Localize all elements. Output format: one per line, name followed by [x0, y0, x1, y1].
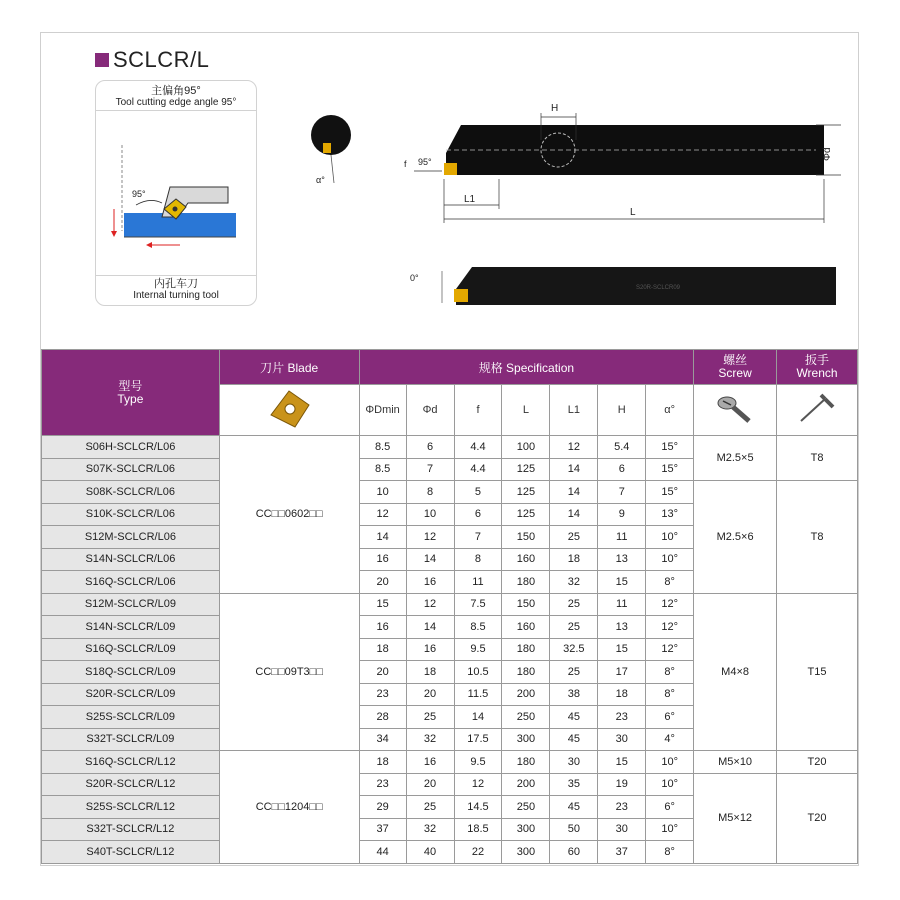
f-cell: 6 — [454, 503, 502, 526]
col-alpha: α° — [646, 385, 694, 436]
angle-card-header — [96, 85, 256, 108]
type-cell: S16Q-SCLCR/L09 — [42, 638, 220, 661]
l-cell: 300 — [502, 818, 550, 841]
type-cell: S16Q-SCLCR/L06 — [42, 571, 220, 594]
d-cell: 7 — [406, 458, 454, 481]
h-cell: 9 — [598, 503, 646, 526]
col-dmin: ΦDmin — [359, 385, 406, 436]
dmin-cell: 16 — [359, 616, 406, 639]
alpha-cell: 6° — [646, 706, 694, 729]
blade-image-cell — [219, 385, 359, 436]
d-cell: 25 — [406, 796, 454, 819]
f-cell: 18.5 — [454, 818, 502, 841]
angle-arc — [136, 200, 162, 205]
col-l1: L1 — [550, 385, 598, 436]
dmin-cell: 20 — [359, 571, 406, 594]
zero-angle-label: 0° — [410, 273, 419, 283]
d-cell: 16 — [406, 571, 454, 594]
l1-cell: 25 — [550, 593, 598, 616]
d-cell: 40 — [406, 841, 454, 864]
dmin-cell: 18 — [359, 638, 406, 661]
l-cell: 200 — [502, 773, 550, 796]
alpha-cell: 8° — [646, 571, 694, 594]
type-cell: S14N-SCLCR/L06 — [42, 548, 220, 571]
l1-cell: 14 — [550, 481, 598, 504]
screw-cell: M4×8 — [694, 593, 777, 751]
h-cell: 23 — [598, 796, 646, 819]
f-cell: 5 — [454, 481, 502, 504]
l1-cell: 18 — [550, 548, 598, 571]
type-cell: S10K-SCLCR/L06 — [42, 503, 220, 526]
type-cell: S16Q-SCLCR/L12 — [42, 751, 220, 774]
f-cell: 8 — [454, 548, 502, 571]
l-cell: 125 — [502, 481, 550, 504]
alpha-cell: 13° — [646, 503, 694, 526]
alpha-cell: 12° — [646, 638, 694, 661]
insert-blade-icon — [267, 389, 311, 429]
f-cell: 9.5 — [454, 751, 502, 774]
alpha-cell: 8° — [646, 683, 694, 706]
l1-cell: 32 — [550, 571, 598, 594]
f-cell: 10.5 — [454, 661, 502, 684]
type-cell: S08K-SCLCR/L06 — [42, 481, 220, 504]
tool-drawing — [296, 83, 833, 323]
angle95-label: 95° — [418, 157, 432, 167]
d-cell: 14 — [406, 616, 454, 639]
footer-cn: 内孔车刀 — [154, 278, 198, 290]
l-cell: 150 — [502, 526, 550, 549]
f-cell: 9.5 — [454, 638, 502, 661]
h-cell: 15 — [598, 638, 646, 661]
blade-header: 刀片 Blade — [219, 350, 359, 385]
d-cell: 12 — [406, 526, 454, 549]
angle-label: 95° — [132, 189, 146, 199]
type-cell: S18Q-SCLCR/L09 — [42, 661, 220, 684]
l1-cell: 25 — [550, 526, 598, 549]
type-header-cn: 型号 — [118, 378, 143, 393]
wrench-header-cn: 扳手 — [805, 353, 830, 367]
dmin-cell: 29 — [359, 796, 406, 819]
l1-cell: 25 — [550, 616, 598, 639]
dmin-cell: 44 — [359, 841, 406, 864]
spec-sheet — [40, 32, 859, 866]
screw-cell: M2.5×6 — [694, 481, 777, 594]
alpha-cell: 10° — [646, 548, 694, 571]
card-divider-bottom — [96, 275, 256, 276]
l-cell: 300 — [502, 841, 550, 864]
alpha-cell: 4° — [646, 728, 694, 751]
workpiece-bore — [124, 213, 236, 237]
f-label: f — [404, 159, 407, 169]
cutting-angle-card — [95, 80, 257, 306]
table-row — [42, 773, 858, 796]
blade-cell: CC□□0602□□ — [219, 436, 359, 594]
l1-cell: 45 — [550, 728, 598, 751]
alpha-line — [331, 155, 334, 183]
angle-title-cn: 主偏角95° — [151, 85, 201, 97]
type-cell: S07K-SCLCR/L06 — [42, 458, 220, 481]
screw-cell: M5×12 — [694, 773, 777, 863]
l-cell: 300 — [502, 728, 550, 751]
insert-screw-icon — [173, 207, 178, 212]
f-cell: 7 — [454, 526, 502, 549]
photo-insert-icon — [454, 289, 468, 302]
alpha-label: α° — [316, 175, 325, 185]
dmin-cell: 14 — [359, 526, 406, 549]
tool-engraving: S20R-SCLCR09 — [636, 285, 681, 291]
l-cell: 100 — [502, 436, 550, 459]
dmin-cell: 34 — [359, 728, 406, 751]
d-cell: 20 — [406, 773, 454, 796]
page-title: SCLCR/L — [113, 47, 210, 72]
dmin-cell: 12 — [359, 503, 406, 526]
table-row — [42, 593, 858, 616]
f-cell: 22 — [454, 841, 502, 864]
h-cell: 13 — [598, 616, 646, 639]
alpha-cell: 15° — [646, 436, 694, 459]
dmin-cell: 18 — [359, 751, 406, 774]
alpha-cell: 10° — [646, 773, 694, 796]
f-cell: 11.5 — [454, 683, 502, 706]
h-cell: 17 — [598, 661, 646, 684]
f-cell: 14.5 — [454, 796, 502, 819]
type-header-en: Type — [117, 391, 144, 406]
l1-cell: 45 — [550, 796, 598, 819]
h-cell: 23 — [598, 706, 646, 729]
d-cell: 14 — [406, 548, 454, 571]
feed-arrowhead-icon — [111, 231, 117, 237]
l-cell: 150 — [502, 593, 550, 616]
spec-table — [41, 349, 858, 864]
l1-cell: 30 — [550, 751, 598, 774]
d-cell: 18 — [406, 661, 454, 684]
screw-cell: M2.5×5 — [694, 436, 777, 481]
l1-cell: 50 — [550, 818, 598, 841]
h-cell: 15 — [598, 571, 646, 594]
dmin-cell: 8.5 — [359, 436, 406, 459]
card-divider-top — [96, 110, 256, 111]
title-block — [95, 47, 209, 73]
dmin-cell: 23 — [359, 773, 406, 796]
wrench-cell: T15 — [777, 593, 858, 751]
wrench-cell: T20 — [777, 773, 858, 863]
alpha-cell: 12° — [646, 616, 694, 639]
type-cell: S25S-SCLCR/L12 — [42, 796, 220, 819]
type-cell: S32T-SCLCR/L12 — [42, 818, 220, 841]
cutting-angle-illustration — [110, 141, 240, 253]
l1-cell: 25 — [550, 661, 598, 684]
l1-cell: 32.5 — [550, 638, 598, 661]
type-header — [42, 350, 220, 436]
alpha-cell: 15° — [646, 481, 694, 504]
alpha-cell: 10° — [646, 526, 694, 549]
dmin-cell: 23 — [359, 683, 406, 706]
l-cell: 200 — [502, 683, 550, 706]
d-cell: 16 — [406, 638, 454, 661]
l-cell: 180 — [502, 661, 550, 684]
dmin-cell: 16 — [359, 548, 406, 571]
col-d: Φd — [406, 385, 454, 436]
d-cell: 10 — [406, 503, 454, 526]
l-cell: 125 — [502, 503, 550, 526]
screw-header-en: Screw — [718, 366, 752, 380]
alpha-cell: 10° — [646, 751, 694, 774]
screw-cell: M5×10 — [694, 751, 777, 774]
type-cell: S20R-SCLCR/L09 — [42, 683, 220, 706]
d-cell: 32 — [406, 818, 454, 841]
travel-arrowhead-icon — [146, 242, 152, 248]
type-cell: S32T-SCLCR/L09 — [42, 728, 220, 751]
dmin-cell: 8.5 — [359, 458, 406, 481]
blade-cell: CC□□09T3□□ — [219, 593, 359, 751]
angle-card-footer — [96, 278, 256, 301]
l1-cell: 38 — [550, 683, 598, 706]
f-cell: 4.4 — [454, 458, 502, 481]
alpha-cell: 15° — [646, 458, 694, 481]
h-cell: 6 — [598, 458, 646, 481]
f-cell: 12 — [454, 773, 502, 796]
title-marker — [95, 53, 109, 67]
h-cell: 7 — [598, 481, 646, 504]
l1-cell: 60 — [550, 841, 598, 864]
d-cell: 16 — [406, 751, 454, 774]
col-l: L — [502, 385, 550, 436]
l-cell: 160 — [502, 548, 550, 571]
spec-header: 规格 Specification — [359, 350, 694, 385]
l-cell: 160 — [502, 616, 550, 639]
d-cell: 25 — [406, 706, 454, 729]
table-row — [42, 436, 858, 459]
l-cell: 125 — [502, 458, 550, 481]
insert-tip-icon — [444, 163, 457, 175]
footer-en: Internal turning tool — [133, 290, 219, 301]
wrench-cell: T20 — [777, 751, 858, 774]
f-cell: 11 — [454, 571, 502, 594]
alpha-cell: 8° — [646, 661, 694, 684]
f-cell: 14 — [454, 706, 502, 729]
d-cell: 32 — [406, 728, 454, 751]
f-cell: 7.5 — [454, 593, 502, 616]
l-cell: 250 — [502, 706, 550, 729]
h-label: H — [551, 103, 559, 114]
alpha-cell: 10° — [646, 818, 694, 841]
l-cell: 250 — [502, 796, 550, 819]
wrench-icon — [795, 391, 839, 427]
l-cell: 180 — [502, 571, 550, 594]
col-f: f — [454, 385, 502, 436]
screw-icon — [715, 391, 755, 427]
wrench-cell: T8 — [777, 481, 858, 594]
alpha-cell: 12° — [646, 593, 694, 616]
blade-cell: CC□□1204□□ — [219, 751, 359, 864]
l-cell: 180 — [502, 751, 550, 774]
h-cell: 18 — [598, 683, 646, 706]
d-cell: 12 — [406, 593, 454, 616]
l-cell: 180 — [502, 638, 550, 661]
type-cell: S40T-SCLCR/L12 — [42, 841, 220, 864]
f-cell: 4.4 — [454, 436, 502, 459]
f-cell: 17.5 — [454, 728, 502, 751]
alpha-cell: 8° — [646, 841, 694, 864]
h-cell: 5.4 — [598, 436, 646, 459]
screw-image-cell — [694, 385, 777, 436]
wrench-header-en: Wrench — [796, 366, 838, 380]
l1-cell: 14 — [550, 458, 598, 481]
dmin-cell: 15 — [359, 593, 406, 616]
wrench-header — [777, 350, 858, 385]
dmin-cell: 10 — [359, 481, 406, 504]
h-cell: 19 — [598, 773, 646, 796]
dmin-cell: 28 — [359, 706, 406, 729]
wrench-image-cell — [777, 385, 858, 436]
screw-header — [694, 350, 777, 385]
dmin-cell: 20 — [359, 661, 406, 684]
l1-cell: 12 — [550, 436, 598, 459]
dmin-cell: 37 — [359, 818, 406, 841]
l1-cell: 45 — [550, 706, 598, 729]
type-cell: S25S-SCLCR/L09 — [42, 706, 220, 729]
d-label: Φd — [822, 147, 833, 161]
screw-header-cn: 螺丝 — [723, 353, 748, 367]
h-cell: 15 — [598, 751, 646, 774]
h-cell: 13 — [598, 548, 646, 571]
type-cell: S14N-SCLCR/L09 — [42, 616, 220, 639]
col-h: H — [598, 385, 646, 436]
type-cell: S20R-SCLCR/L12 — [42, 773, 220, 796]
h-cell: 30 — [598, 818, 646, 841]
h-cell: 11 — [598, 526, 646, 549]
l1-cell: 35 — [550, 773, 598, 796]
f-cell: 8.5 — [454, 616, 502, 639]
table-row — [42, 481, 858, 504]
l-label: L — [630, 207, 636, 218]
table-row — [42, 751, 858, 774]
wrench-cell: T8 — [777, 436, 858, 481]
h-cell: 37 — [598, 841, 646, 864]
alpha-cell: 6° — [646, 796, 694, 819]
end-view-insert — [323, 143, 331, 153]
type-cell: S12M-SCLCR/L09 — [42, 593, 220, 616]
l1-cell: 14 — [550, 503, 598, 526]
d-cell: 8 — [406, 481, 454, 504]
d-cell: 6 — [406, 436, 454, 459]
d-cell: 20 — [406, 683, 454, 706]
type-cell: S12M-SCLCR/L06 — [42, 526, 220, 549]
l1-label: L1 — [464, 194, 476, 205]
angle-title-en: Tool cutting edge angle 95° — [115, 97, 237, 108]
h-cell: 30 — [598, 728, 646, 751]
h-cell: 11 — [598, 593, 646, 616]
type-cell: S06H-SCLCR/L06 — [42, 436, 220, 459]
